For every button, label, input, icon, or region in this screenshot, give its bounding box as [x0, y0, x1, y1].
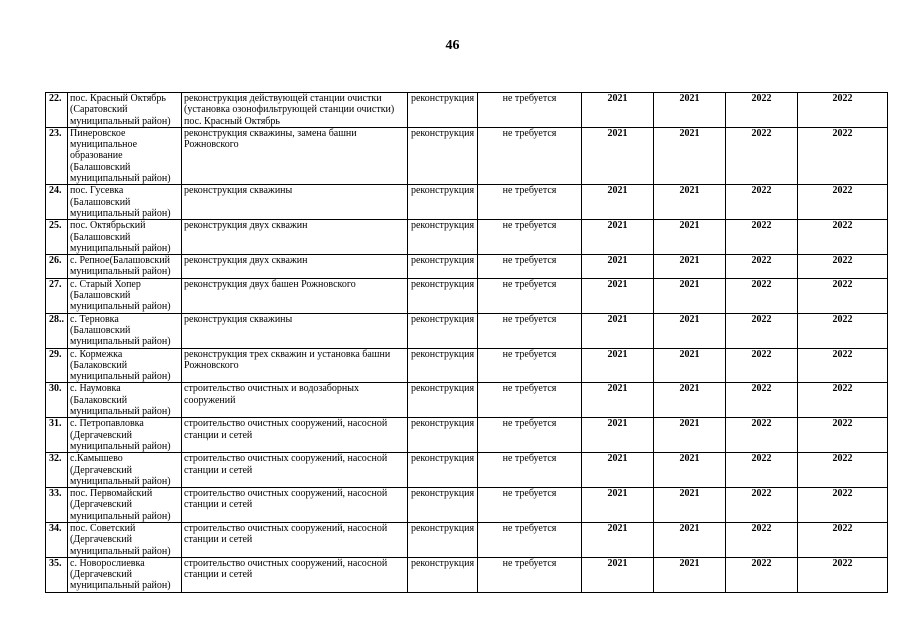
year-cell: 2021	[654, 522, 726, 557]
year-cell: 2022	[726, 348, 798, 383]
year-cell: 2022	[726, 127, 798, 184]
row-number: 30.	[46, 383, 68, 418]
work-description-cell: строительство очистных сооружений, насосной станции и сетей	[182, 557, 408, 592]
work-description-cell: реконструкция двух башен Рожновского	[182, 278, 408, 313]
permit-status-cell: не требуется	[478, 348, 582, 383]
year-cell: 2022	[726, 93, 798, 128]
row-number: 26.	[46, 255, 68, 279]
table-row	[46, 488, 888, 523]
year-cell: 2022	[726, 418, 798, 453]
location-cell: Пинеровское муниципальное образование (Балашовский муниципальный район)	[68, 127, 182, 184]
work-description-cell: строительство очистных сооружений, насосной станции и сетей	[182, 453, 408, 488]
work-type-cell: реконструкция	[408, 93, 478, 128]
permit-status-cell: не требуется	[478, 418, 582, 453]
work-description-cell: реконструкция трех скважин и установка башни Рожновского	[182, 348, 408, 383]
year-cell: 2021	[582, 418, 654, 453]
permit-status-cell: не требуется	[478, 557, 582, 592]
year-cell: 2021	[582, 348, 654, 383]
work-type-cell: реконструкция	[408, 313, 478, 348]
year-cell: 2022	[798, 418, 888, 453]
work-type-cell: реконструкция	[408, 348, 478, 383]
location-cell: с. Новорослиевка (Дергачевский муниципальный район)	[68, 557, 182, 592]
year-cell: 2021	[582, 127, 654, 184]
work-description-cell: реконструкция двух скважин	[182, 255, 408, 279]
year-cell: 2022	[798, 453, 888, 488]
year-cell: 2021	[654, 348, 726, 383]
year-cell: 2022	[798, 127, 888, 184]
location-cell: с.Камышево (Дергачевский муниципальный район)	[68, 453, 182, 488]
year-cell: 2022	[798, 220, 888, 255]
year-cell: 2022	[726, 383, 798, 418]
work-type-cell: реконструкция	[408, 278, 478, 313]
location-cell: пос. Первомайский (Дергачевский муниципальный район)	[68, 488, 182, 523]
permit-status-cell: не требуется	[478, 313, 582, 348]
year-cell: 2022	[798, 93, 888, 128]
construction-schedule-table	[45, 92, 888, 593]
year-cell: 2021	[654, 127, 726, 184]
year-cell: 2022	[798, 348, 888, 383]
table-row	[46, 255, 888, 279]
year-cell: 2022	[726, 220, 798, 255]
location-cell: с. Петропавловка (Дергачевский муниципальный район)	[68, 418, 182, 453]
year-cell: 2022	[726, 255, 798, 279]
table-row	[46, 418, 888, 453]
year-cell: 2022	[798, 488, 888, 523]
location-cell: с. Репное(Балашовский муниципальный район)	[68, 255, 182, 279]
permit-status-cell: не требуется	[478, 220, 582, 255]
permit-status-cell: не требуется	[478, 185, 582, 220]
year-cell: 2021	[654, 313, 726, 348]
work-type-cell: реконструкция	[408, 255, 478, 279]
year-cell: 2022	[798, 255, 888, 279]
work-description-cell: строительство очистных сооружений, насосной станции и сетей	[182, 522, 408, 557]
work-description-cell: реконструкция двух скважин	[182, 220, 408, 255]
work-description-cell: реконструкция скважины	[182, 313, 408, 348]
location-cell: с. Старый Хопер (Балашовский муниципальный район)	[68, 278, 182, 313]
table-row	[46, 278, 888, 313]
work-type-cell: реконструкция	[408, 557, 478, 592]
location-cell: пос. Советский (Дергачевский муниципальный район)	[68, 522, 182, 557]
year-cell: 2022	[798, 557, 888, 592]
location-cell: с. Терновка (Балашовский муниципальный район)	[68, 313, 182, 348]
row-number: 22.	[46, 93, 68, 128]
table-row	[46, 522, 888, 557]
year-cell: 2022	[726, 185, 798, 220]
year-cell: 2021	[654, 255, 726, 279]
work-type-cell: реконструкция	[408, 383, 478, 418]
work-description-cell: реконструкция действующей станции очистки (установка озонофильтрующей станции очистки) пос. Красный Октябрь	[182, 93, 408, 128]
row-number: 31.	[46, 418, 68, 453]
year-cell: 2021	[654, 453, 726, 488]
table-row	[46, 453, 888, 488]
permit-status-cell: не требуется	[478, 453, 582, 488]
table-row	[46, 383, 888, 418]
year-cell: 2022	[798, 313, 888, 348]
row-number: 35.	[46, 557, 68, 592]
year-cell: 2021	[582, 488, 654, 523]
work-type-cell: реконструкция	[408, 127, 478, 184]
location-cell: пос. Гусевка (Балашовский муниципальный район)	[68, 185, 182, 220]
permit-status-cell: не требуется	[478, 255, 582, 279]
year-cell: 2021	[582, 313, 654, 348]
year-cell: 2021	[654, 383, 726, 418]
year-cell: 2021	[654, 557, 726, 592]
year-cell: 2021	[654, 93, 726, 128]
year-cell: 2022	[798, 522, 888, 557]
table-row	[46, 93, 888, 128]
table-row	[46, 185, 888, 220]
work-type-cell: реконструкция	[408, 453, 478, 488]
work-description-cell: реконструкция скважины	[182, 185, 408, 220]
permit-status-cell: не требуется	[478, 488, 582, 523]
year-cell: 2022	[798, 278, 888, 313]
permit-status-cell: не требуется	[478, 383, 582, 418]
row-number: 23.	[46, 127, 68, 184]
work-type-cell: реконструкция	[408, 488, 478, 523]
year-cell: 2021	[582, 185, 654, 220]
work-type-cell: реконструкция	[408, 418, 478, 453]
year-cell: 2021	[582, 522, 654, 557]
row-number: 33.	[46, 488, 68, 523]
year-cell: 2021	[582, 278, 654, 313]
year-cell: 2021	[582, 383, 654, 418]
table-body	[46, 93, 888, 593]
year-cell: 2022	[726, 278, 798, 313]
year-cell: 2022	[726, 453, 798, 488]
location-cell: с. Кормежка (Балаковский муниципальный район)	[68, 348, 182, 383]
permit-status-cell: не требуется	[478, 127, 582, 184]
work-type-cell: реконструкция	[408, 522, 478, 557]
permit-status-cell: не требуется	[478, 278, 582, 313]
table-row	[46, 220, 888, 255]
work-description-cell: реконструкция скважины, замена башни Рожновского	[182, 127, 408, 184]
year-cell: 2021	[582, 255, 654, 279]
row-number: 28..	[46, 313, 68, 348]
year-cell: 2021	[582, 93, 654, 128]
location-cell: пос. Октябрьский (Балашовский муниципальный район)	[68, 220, 182, 255]
table-row	[46, 127, 888, 184]
work-description-cell: строительство очистных сооружений, насосной станции и сетей	[182, 488, 408, 523]
year-cell: 2021	[654, 418, 726, 453]
year-cell: 2022	[726, 488, 798, 523]
row-number: 24.	[46, 185, 68, 220]
row-number: 27.	[46, 278, 68, 313]
row-number: 25.	[46, 220, 68, 255]
location-cell: пос. Красный Октябрь (Саратовский муниципальный район)	[68, 93, 182, 128]
year-cell: 2021	[654, 185, 726, 220]
year-cell: 2022	[798, 185, 888, 220]
year-cell: 2022	[798, 383, 888, 418]
table-row	[46, 313, 888, 348]
permit-status-cell: не требуется	[478, 93, 582, 128]
year-cell: 2021	[582, 453, 654, 488]
page-number: 46	[445, 38, 460, 53]
year-cell: 2022	[726, 522, 798, 557]
year-cell: 2021	[582, 220, 654, 255]
row-number: 32.	[46, 453, 68, 488]
table-row	[46, 557, 888, 592]
permit-status-cell: не требуется	[478, 522, 582, 557]
row-number: 29.	[46, 348, 68, 383]
work-description-cell: строительство очистных сооружений, насосной станции и сетей	[182, 418, 408, 453]
year-cell: 2021	[654, 220, 726, 255]
work-description-cell: строительство очистных и водозаборных сооружений	[182, 383, 408, 418]
work-type-cell: реконструкция	[408, 220, 478, 255]
table-row	[46, 348, 888, 383]
year-cell: 2021	[654, 488, 726, 523]
location-cell: с. Наумовка (Балаковский муниципальный район)	[68, 383, 182, 418]
year-cell: 2021	[654, 278, 726, 313]
year-cell: 2022	[726, 557, 798, 592]
row-number: 34.	[46, 522, 68, 557]
year-cell: 2022	[726, 313, 798, 348]
year-cell: 2021	[582, 557, 654, 592]
work-type-cell: реконструкция	[408, 185, 478, 220]
